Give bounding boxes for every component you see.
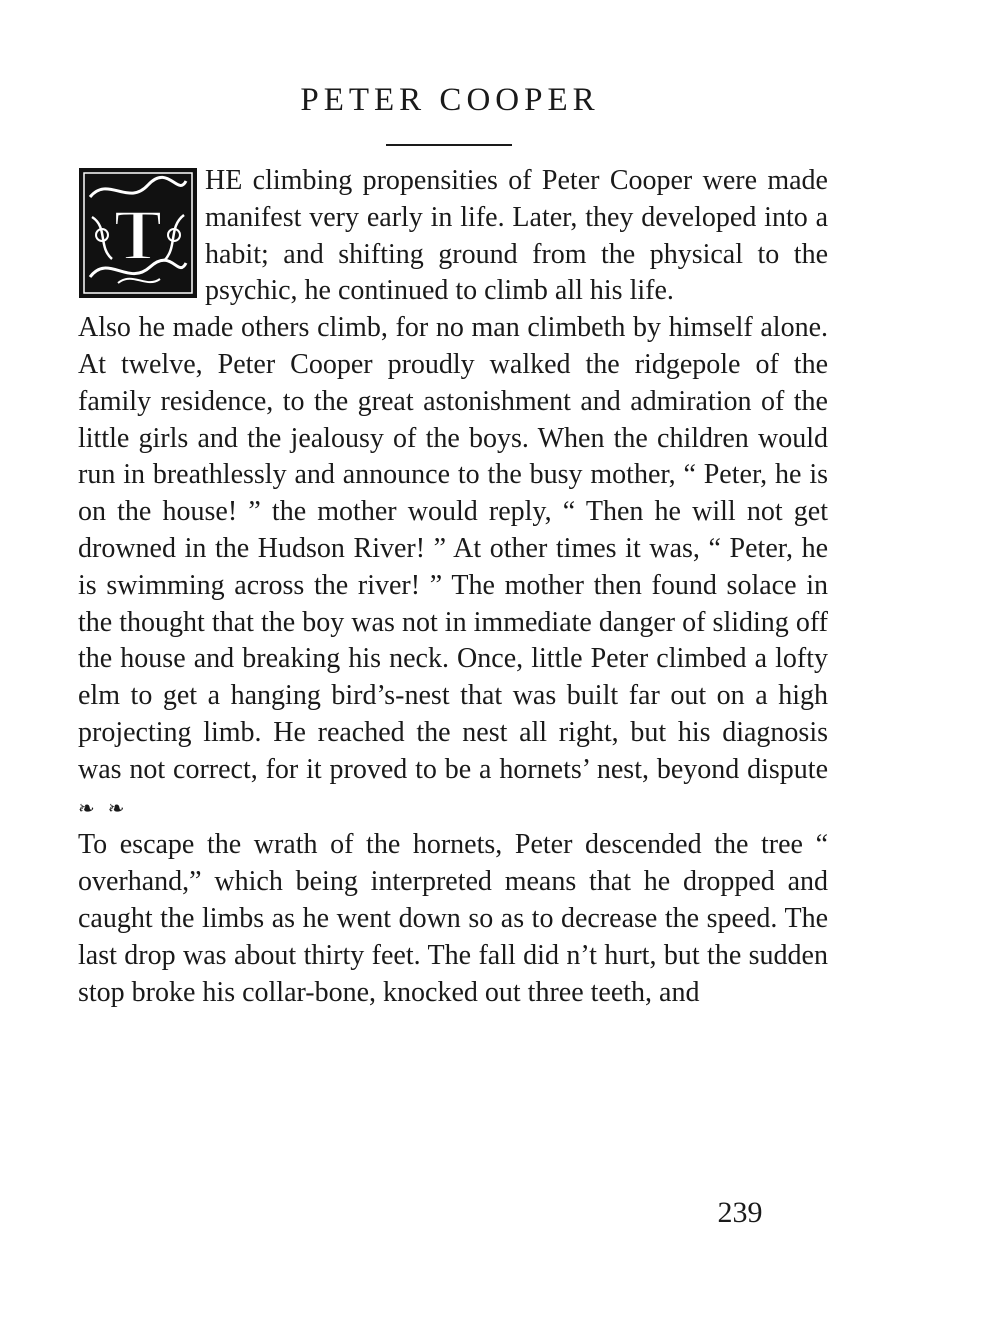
paragraph-end-ornament: ❧ ❧ [78,797,129,820]
ornamental-initial-icon [78,167,198,299]
paragraph-3 [78,827,828,1011]
paragraph-1-text: climbing propensities of Peter Cooper were made manifest very early in life. Later, they developed into a habit; and shifting ground from the physical to the psychic, he continued to climb all his life. [205,165,828,307]
paragraph-2 [78,310,828,827]
paragraph-1-lead: HE [205,165,243,196]
page-number: 239 [717,1196,763,1229]
title-rule [386,144,512,146]
drop-cap-initial [78,167,198,299]
paragraph-3-text: To escape the wrath of the hornets, Peter descended the tree “ overhand,” which being interpreted means that he dropped and caught the limbs as he went down so as to decrease the speed. The last drop was about thirty feet. The fall did n’t hurt, but the sudden stop broke his collar-bone, knocked out three teeth, and [78,829,828,1008]
body-text [78,163,828,1011]
drop-cap-letter: T [113,195,163,275]
paragraph-2-text: Also he made others climb, for no man climbeth by himself alone. At twelve, Peter Cooper proudly walked the ridgepole of the family residence, to the great astonishment and admiration of the little girls and the jealousy of the boys. When the children would run in breathlessly and announce to the busy mother, “ Peter, he is on the house! ” the mother would reply, “ Then he will not get drowned in the Hudson River! ” At other times it was, “ Peter, he is swimming across the river! ” The mother then found solace in the thought that the boy was not in immediate danger of sliding off the house and breaking his neck. Once, little Peter climbed a lofty elm to get a hanging bird’s-nest that was built far out on a high projecting limb. He reached the nest all right, but his diagnosis was not correct, for it proved to be a hornets’ nest, beyond dispute [78,312,828,785]
running-title: PETER COOPER [300,82,600,118]
